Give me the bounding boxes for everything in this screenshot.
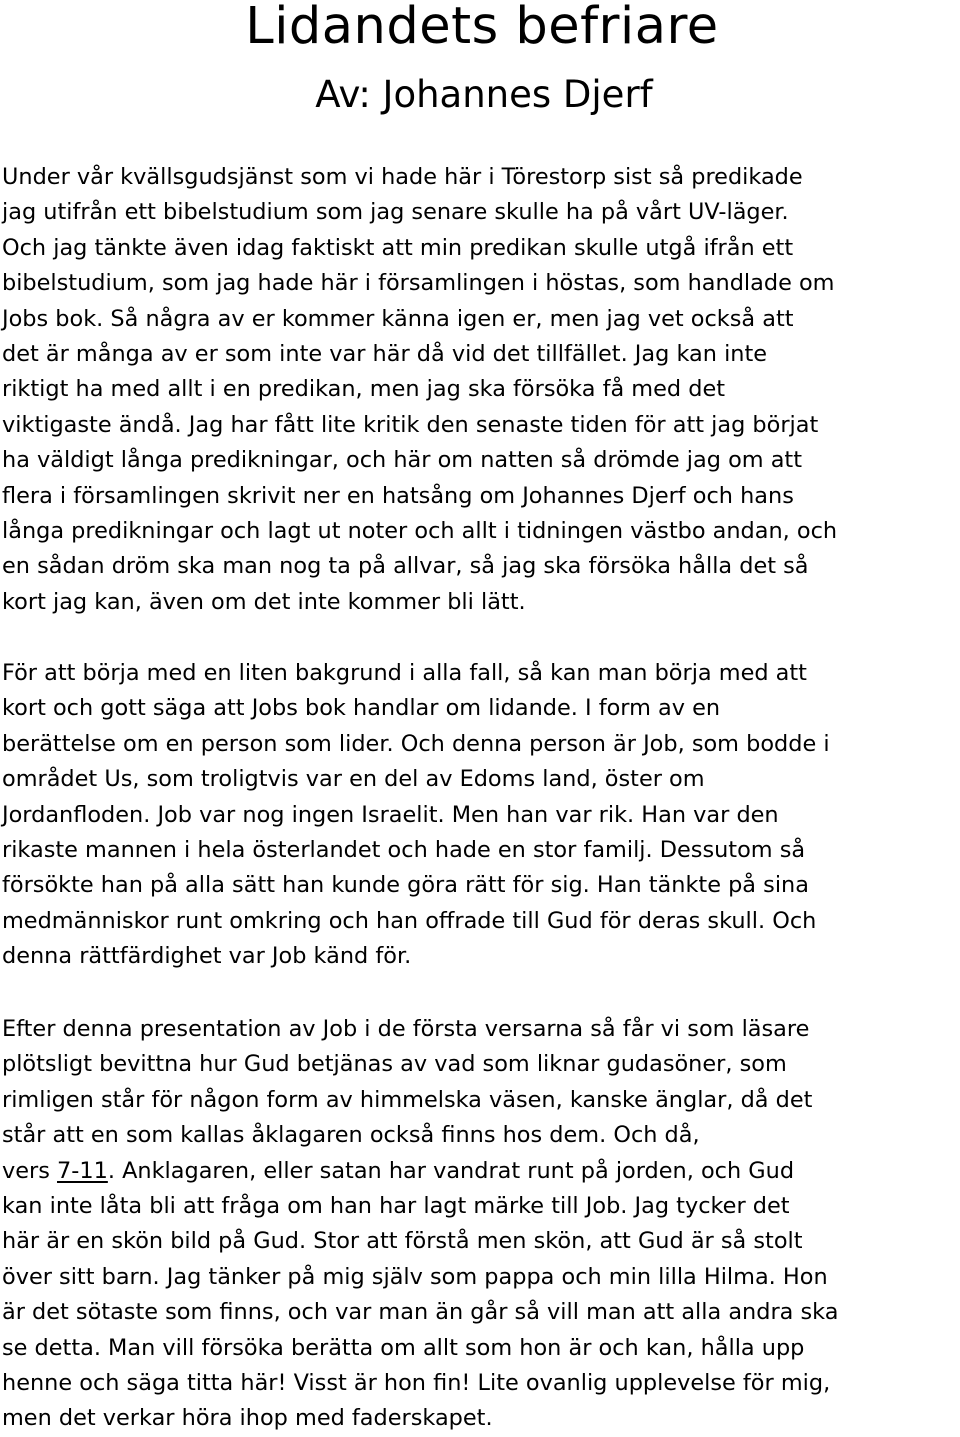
paragraph-line: rimligen står för någon form av himmelska väsen, kanske änglar, då det xyxy=(2,1086,813,1113)
paragraph-line: henne och säga titta här! Visst är hon fin! Lite ovanlig upplevelse för mig, xyxy=(2,1370,831,1397)
paragraph-line: denna rättfärdighet var Job känd för. xyxy=(2,943,412,970)
paragraph-line: försökte han på alla sätt han kunde göra rätt för sig. Han tänkte på sina xyxy=(2,872,809,899)
paragraph-line: kort och gott säga att Jobs bok handlar om lidande. I form av en xyxy=(2,695,721,722)
paragraph-line: över sitt barn. Jag tänker på mig själv som pappa och min lilla Hilma. Hon xyxy=(2,1263,828,1290)
paragraph-line: plötsligt bevittna hur Gud betjänas av vad som liknar gudasöner, som xyxy=(2,1051,787,1078)
paragraph-line: står att en som kallas åklagaren också finns hos dem. Och då, xyxy=(2,1122,700,1149)
paragraph-line: Jordanfloden. Job var nog ingen Israelit. Men han var rik. Han var den xyxy=(2,801,779,828)
paragraph-line: riktigt ha med allt i en predikan, men jag ska försöka få med det xyxy=(2,376,725,403)
paragraph-line: medmänniskor runt omkring och han offrade till Gud för deras skull. Och xyxy=(2,907,817,934)
paragraph-line: det är många av er som inte var här då vid det tillfället. Jag kan inte xyxy=(2,341,768,368)
paragraph-line: Efter denna presentation av Job i de första versarna så får vi som läsare xyxy=(2,1016,810,1042)
paragraph-line: bibelstudium, som jag hade här i församlingen i höstas, som handlade om xyxy=(2,270,835,297)
author-byline: Av: Johannes Djerf xyxy=(315,73,653,116)
document-title: Lidandets befriare xyxy=(245,0,719,56)
paragraph-line: är det sötaste som finns, och var man än går så vill man att alla andra ska xyxy=(2,1299,839,1326)
verse-prefix: vers xyxy=(2,1157,58,1184)
paragraph-line: viktigaste ändå. Jag har fått lite kritik den senaste tiden för att jag börjat xyxy=(2,411,819,438)
paragraph-line-with-link xyxy=(2,1154,960,1189)
paragraph-2 xyxy=(2,656,960,975)
paragraph-line: ha väldigt långa predikningar, och här om natten så drömde jag om att xyxy=(2,447,802,474)
paragraph-line: jag utifrån ett bibelstudium som jag senare skulle ha på vårt UV-läger. xyxy=(2,199,789,226)
paragraph-line: här är en skön bild på Gud. Stor att förstå men skön, att Gud är så stolt xyxy=(2,1228,803,1255)
verse-suffix: . Anklagaren, eller satan har vandrat runt på jorden, och Gud xyxy=(107,1157,795,1184)
paragraph-1 xyxy=(2,160,960,620)
paragraph-line: berättelse om en person som lider. Och denna person är Job, som bodde i xyxy=(2,730,830,757)
paragraph-line: en sådan dröm ska man nog ta på allvar, så jag ska försöka hålla det så xyxy=(2,553,809,580)
paragraph-line: men det verkar höra ihop med faderskapet. xyxy=(2,1405,493,1432)
paragraph-line: rikaste mannen i hela österlandet och hade en stor familj. Dessutom så xyxy=(2,837,806,864)
paragraph-line: Och jag tänkte även idag faktiskt att min predikan skulle utgå ifrån ett xyxy=(2,234,794,261)
paragraph-line: Under vår kvällsgudsjänst som vi hade här i Törestorp sist så predikade xyxy=(2,164,803,190)
paragraph-line: kan inte låta bli att fråga om han har lagt märke till Job. Jag tycker det xyxy=(2,1193,790,1220)
paragraph-line: För att börja med en liten bakgrund i alla fall, så kan man börja med att xyxy=(2,660,807,686)
paragraph-line: kort jag kan, även om det inte kommer bli lätt. xyxy=(2,588,526,615)
paragraph-3 xyxy=(2,1012,960,1437)
verse-reference-link[interactable]: 7-11 xyxy=(57,1157,108,1184)
paragraph-line: Jobs bok. Så några av er kommer känna igen er, men jag vet också att xyxy=(2,305,794,332)
paragraph-line: långa predikningar och lagt ut noter och allt i tidningen västbo andan, och xyxy=(2,518,838,545)
paragraph-line: se detta. Man vill försöka berätta om allt som hon är och kan, hålla upp xyxy=(2,1334,805,1361)
paragraph-line: området Us, som troligtvis var en del av Edoms land, öster om xyxy=(2,766,705,793)
paragraph-line: flera i församlingen skrivit ner en hatsång om Johannes Djerf och hans xyxy=(2,482,794,509)
